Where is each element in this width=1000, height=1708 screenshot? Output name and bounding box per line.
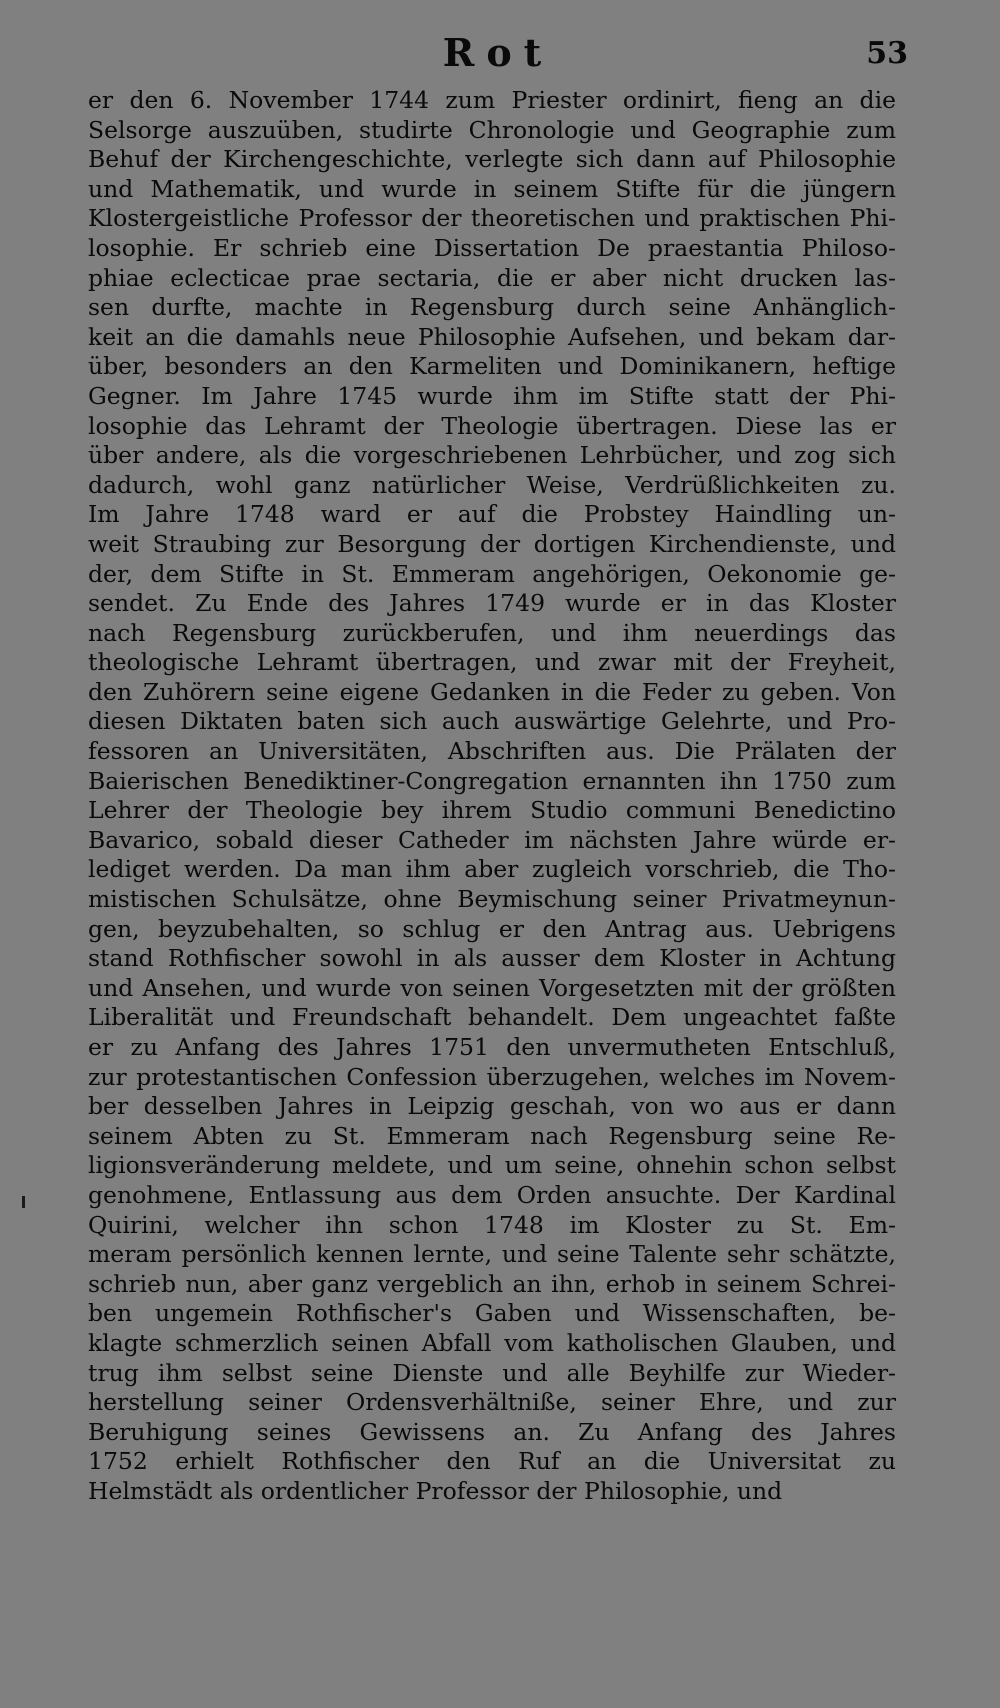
- text-line: Lehrer der Theologie bey ihrem Studio communi Benedictino: [88, 796, 896, 825]
- text-line: Baierischen Benediktiner-Congregation ernannten ihn 1750 zum: [88, 766, 896, 795]
- text-line: über andere, als die vorgeschriebenen Lehrbücher, und zog sich: [88, 441, 896, 470]
- text-line: stand Rothfischer sowohl in als ausser dem Kloster in Achtung: [88, 944, 896, 973]
- text-line: Im Jahre 1748 ward er auf die Probstey Haindling un-: [88, 500, 896, 529]
- text-line: theologische Lehramt übertragen, und zwar mit der Freyheit,: [88, 648, 896, 677]
- text-line: keit an die damahls neue Philosophie Aufsehen, und bekam dar-: [88, 322, 896, 351]
- running-head: Rot: [442, 30, 554, 75]
- text-line: und Ansehen, und wurde von seinen Vorgesetzten mit der größten: [88, 973, 896, 1002]
- text-line: Liberalität und Freundschaft behandelt. Dem ungeachtet faßte: [88, 1003, 896, 1032]
- text-line: losophie das Lehramt der Theologie übertragen. Diese las er: [88, 411, 896, 440]
- text-line: er zu Anfang des Jahres 1751 den unvermutheten Entschluß,: [88, 1033, 896, 1061]
- text-line: Bavarico, sobald dieser Catheder im nächsten Jahre würde er-: [88, 825, 896, 854]
- text-line: er den 6. November 1744 zum Priester ordinirt, fieng an die: [88, 86, 896, 114]
- text-line: phiae eclecticae prae sectaria, die er aber nicht drucken las-: [88, 263, 896, 292]
- text-line: der, dem Stifte in St. Emmeram angehörigen, Oekonomie ge-: [88, 559, 896, 588]
- text-line: lediget werden. Da man ihm aber zugleich vorschrieb, die Tho-: [88, 855, 896, 884]
- text-line: Gegner. Im Jahre 1745 wurde ihm im Stifte statt der Phi-: [88, 381, 896, 410]
- text-line: Behuf der Kirchengeschichte, verlegte sich dann auf Philosophie: [88, 145, 896, 174]
- text-line: sendet. Zu Ende des Jahres 1749 wurde er in das Kloster: [88, 589, 896, 618]
- page-header: [88, 30, 908, 78]
- text-line: losophie. Er schrieb eine Dissertation De praestantia Philoso-: [88, 233, 896, 262]
- text-line: weit Straubing zur Besorgung der dortigen Kirchendienste, und: [88, 529, 896, 558]
- text-line: ber desselben Jahres in Leipzig geschah, von wo aus er dann: [88, 1092, 896, 1121]
- text-line: diesen Diktaten baten sich auch auswärtige Gelehrte, und Pro-: [88, 707, 896, 736]
- text-line: nach Regensburg zurückberufen, und ihm neuerdings das: [88, 618, 896, 647]
- text-line: 1752 erhielt Rothfischer den Ruf an die Universitat zu: [88, 1447, 896, 1476]
- text-line: Klostergeistliche Professor der theoretischen und praktischen Phi-: [88, 204, 896, 233]
- text-line: ligionsveränderung meldete, und um seine, ohnehin schon selbst: [88, 1151, 896, 1180]
- text-line: schrieb nun, aber ganz vergeblich an ihn, erhob in seinem Schrei-: [88, 1269, 896, 1298]
- text-line: Beruhigung seines Gewissens an. Zu Anfang des Jahres: [88, 1417, 896, 1446]
- text-line: und Mathematik, und wurde in seinem Stifte für die jüngern: [88, 174, 896, 203]
- text-line: mistischen Schulsätze, ohne Beymischung seiner Privatmeynun-: [88, 885, 896, 914]
- text-line: genohmene, Entlassung aus dem Orden ansuchte. Der Kardinal: [88, 1180, 896, 1209]
- text-line: trug ihm selbst seine Dienste und alle Beyhilfe zur Wieder-: [88, 1358, 896, 1387]
- text-line: herstellung seiner Ordensverhältniße, seiner Ehre, und zur: [88, 1388, 896, 1417]
- text-line: zur protestantischen Confession überzugehen, welches im Novem-: [88, 1062, 896, 1091]
- text-line: gen, beyzubehalten, so schlug er den Antrag aus. Uebrigens: [88, 914, 896, 943]
- text-line: seinem Abten zu St. Emmeram nach Regensburg seine Re-: [88, 1121, 896, 1150]
- text-line: Quirini, welcher ihn schon 1748 im Kloster zu St. Em-: [88, 1210, 896, 1239]
- text-line: ben ungemein Rothfischer's Gaben und Wissenschaften, be-: [88, 1299, 896, 1328]
- text-line: meram persönlich kennen lernte, und seine Talente sehr schätzte,: [88, 1240, 896, 1269]
- text-line: dadurch, wohl ganz natürlicher Weise, Verdrüßlichkeiten zu.: [88, 470, 896, 499]
- text-line: klagte schmerzlich seinen Abfall vom katholischen Glauben, und: [88, 1328, 896, 1357]
- text-line: Selsorge auszuüben, studirte Chronologie und Geographie zum: [88, 115, 896, 144]
- margin-speck: [22, 1196, 25, 1208]
- page-number: 53: [866, 36, 908, 71]
- text-line: sen durfte, machte in Regensburg durch seine Anhänglich-: [88, 293, 896, 322]
- text-line: über, besonders an den Karmeliten und Dominikanern, heftige: [88, 352, 896, 381]
- text-line: den Zuhörern seine eigene Gedanken in die Feder zu geben. Von: [88, 677, 896, 706]
- text-line: fessoren an Universitäten, Abschriften aus. Die Prälaten der: [88, 737, 896, 766]
- text-line: Helmstädt als ordentlicher Professor der Philosophie, und: [88, 1476, 783, 1505]
- body-text: [88, 86, 896, 1507]
